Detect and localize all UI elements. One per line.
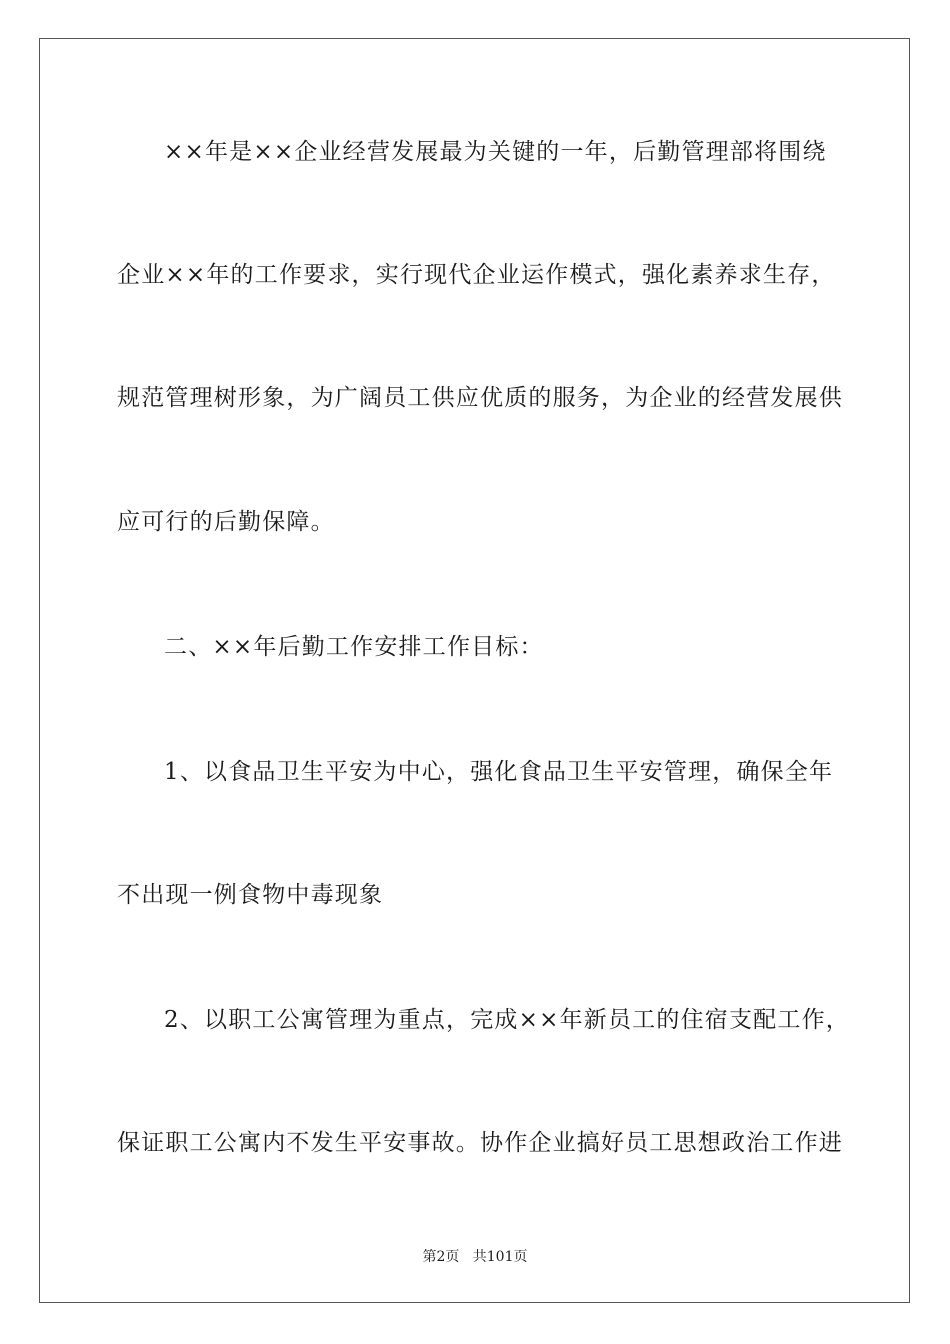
paragraph-4-line-1: 2、以职工公寓管理为重点，完成××年新员工的住宿支配工作， xyxy=(164,1007,850,1033)
paragraph-4-line-2: 保证职工公寓内不发生平安事故。协作企业搞好员工思想政治工作进 xyxy=(117,1130,843,1156)
paragraph-3-line-1: 1、以食品卫生平安为中心，强化食品卫生平安管理，确保全年 xyxy=(164,759,834,785)
paragraph-1-line-4: 应可行的后勤保障。 xyxy=(117,509,335,535)
section-heading: 二、××年后勤工作安排工作目标： xyxy=(164,634,544,660)
paragraph-1-line-1: ××年是××企业经营发展最为关键的一年，后勤管理部将围绕 xyxy=(164,139,827,165)
paragraph-3-line-2: 不出现一例食物中毒现象 xyxy=(117,882,384,908)
paragraph-1-line-2: 企业××年的工作要求，实行现代企业运作模式，强化素养求生存， xyxy=(117,262,836,288)
page-footer: 第2页 共101页 xyxy=(422,1249,528,1265)
paragraph-1-line-3: 规范管理树形象，为广阔员工供应优质的服务，为企业的经营发展供 xyxy=(117,385,843,411)
page-border xyxy=(39,38,910,1303)
